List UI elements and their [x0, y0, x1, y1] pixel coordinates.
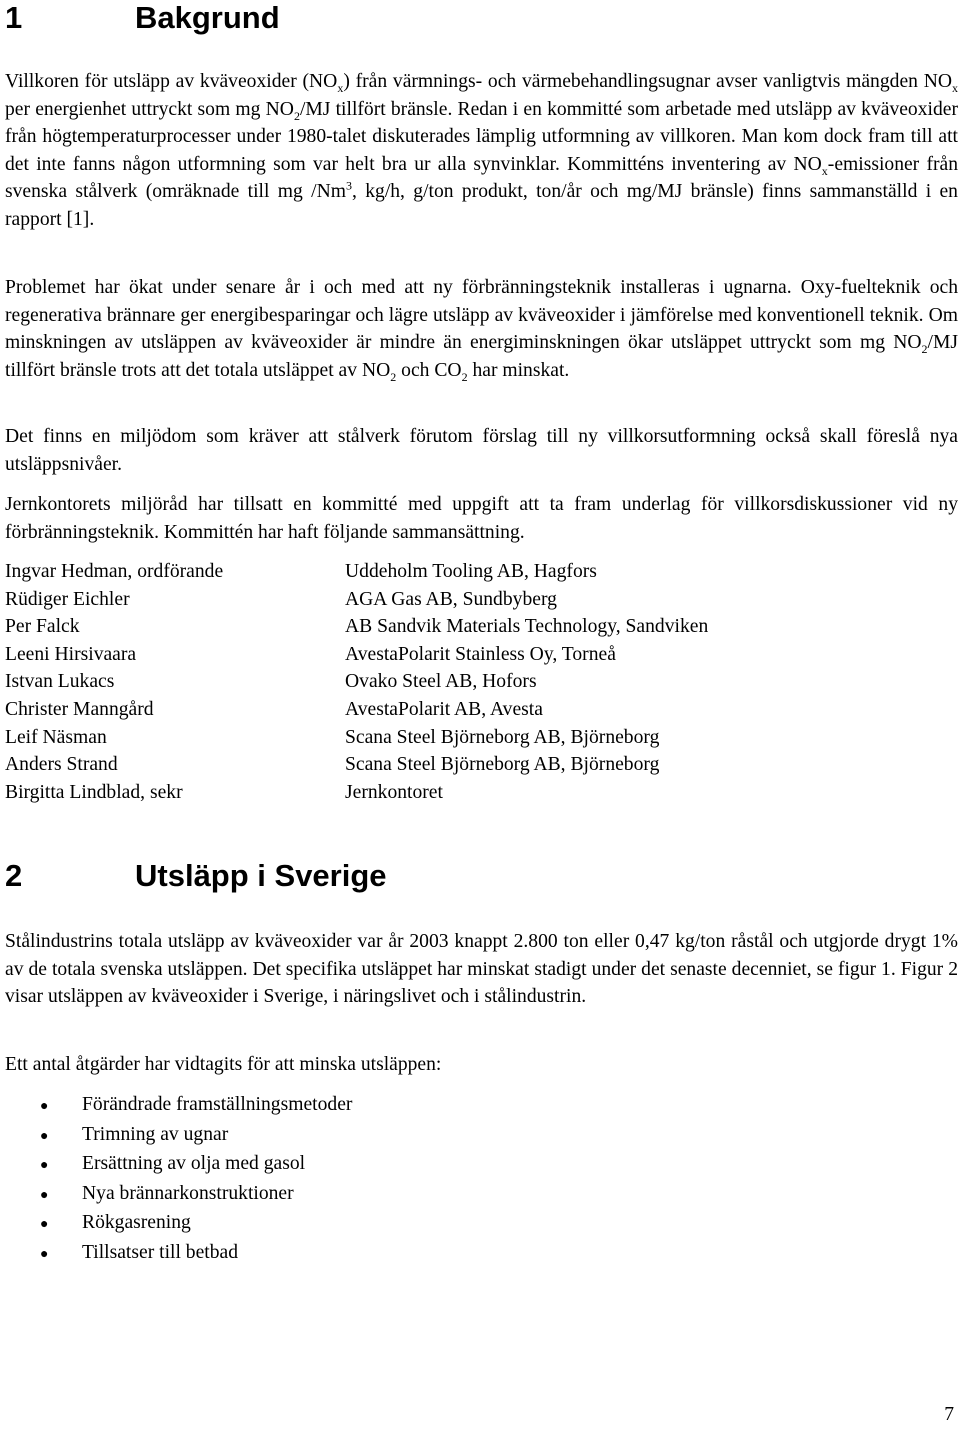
member-organization: Jernkontoret: [345, 781, 443, 803]
section-1-paragraph-3: Det finns en miljödom som kräver att stålverk förutom förslag till ny villkorsutformning också skall föreslå nya utsläppsnivåer.: [5, 426, 958, 475]
member-name: Christer Manngård: [5, 698, 154, 720]
list-item: ● Ersättning av olja med gasol: [40, 1150, 352, 1180]
member-name: Ingvar Hedman, ordförande: [5, 561, 224, 582]
member-name: Per Falck: [5, 616, 80, 638]
member-organization: Scana Steel Björneborg AB, Björneborg: [345, 726, 660, 748]
section-2-number: 2: [5, 858, 23, 893]
list-item: ● Förändrade framställningsmetoder: [40, 1091, 352, 1121]
section-2-paragraph-2: Ett antal åtgärder har vidtagits för att minska utsläppen:: [5, 1054, 442, 1075]
section-1-paragraph-4: Jernkontorets miljöråd har tillsatt en kommitté med uppgift att ta fram underlag för villkorsdiskussioner vid ny förbränningsteknik. Kommittén har haft följande sammansättning.: [5, 494, 958, 543]
member-name: Rüdiger Eichler: [5, 588, 130, 610]
page-number: 7: [944, 1404, 954, 1425]
bullet-icon: ●: [40, 1099, 49, 1114]
member-name: Anders Strand: [5, 754, 118, 776]
member-name: Leif Näsman: [5, 726, 107, 748]
bullet-icon: ●: [40, 1187, 49, 1203]
bullet-icon: ●: [40, 1217, 49, 1233]
member-name: Istvan Lukacs: [5, 671, 115, 693]
section-2-heading: [5, 858, 387, 894]
member-organization: Scana Steel Björneborg AB, Björneborg: [345, 754, 660, 776]
member-orgs-column: [345, 558, 708, 806]
member-names-column: [5, 558, 223, 806]
member-name: Leeni Hirsivaara: [5, 643, 137, 665]
bullet-icon: ●: [40, 1158, 49, 1174]
member-organization: AB Sandvik Materials Technology, Sandviken: [345, 616, 709, 638]
member-name: Birgitta Lindblad, sekr: [5, 781, 183, 803]
bullet-icon: ●: [40, 1246, 49, 1262]
section-1-paragraph-1: Villkoren för utsläpp av kväveoxider $(NO_x)$ från värmnings- och värmebehandlingsugnar avser vanligtvis mängden $NO_x$ per energienhet uttryckt som mg $NO_2/MJ$ tillfört bränsle. Redan i en kommitté som arbetade med utsläpp av kväveoxider från högtemperaturprocesser under 1980-talet diskuterades lämplig utformning av villkoren. Man kom dock fram till att det inte fanns någon utformning som var helt bra ur alla synvinklar. Kommitténs inventering av $NO_x$-emissioner från svenska stålverk (omräknade till mg /Nm$^3$, kg/h, g/ton produkt, ton/år och mg/MJ bränsle) finns sammanställd i en rapport [1].: [5, 71, 959, 230]
list-item: ● Tillsatser till betbad: [40, 1239, 352, 1269]
bullet-icon: ●: [40, 1128, 49, 1144]
member-organization: AGA Gas AB, Sundbyberg: [345, 588, 557, 610]
list-item: ● Rökgasrening: [40, 1209, 352, 1239]
member-organization: AvestaPolarit AB, Avesta: [345, 698, 543, 720]
list-item: ● Trimning av ugnar: [40, 1121, 352, 1151]
measures-list: [40, 1091, 352, 1269]
member-organization: AvestaPolarit Stainless Oy, Torneå: [345, 643, 616, 665]
member-organization: Ovako Steel AB, Hofors: [345, 671, 537, 693]
member-organization: Uddeholm Tooling AB, Hagfors: [345, 561, 597, 582]
section-1-number: 1: [5, 0, 23, 35]
section-1-paragraph-2: Problemet har ökat under senare år i och med att ny förbränningsteknik installeras i ugnarna. Oxy-fuelteknik och regenerativa brännare ger energibesparingar och lägre utsläpp av kväveoxider i jämförelse med konventionell teknik. Om minskningen av utsläppen av kväveoxider är mindre än energiminskningen ökar utsläppet uttryckt som mg $NO_2/MJ$ tillfört bränsle trots att det totala utsläppet av $NO_2$ och $CO_2$ har minskat.: [5, 277, 958, 384]
section-2-title: Utsläpp i Sverige: [135, 858, 387, 893]
section-2-paragraph-1: Stålindustrins totala utsläpp av kväveoxider var år 2003 knappt 2.800 ton eller 0,47 kg/ton råstål och utgjorde drygt 1% av de totala svenska utsläppen. Det specifika utsläppet har minskat stadigt under det senaste decenniet, se figur 1. Figur 2 visar utsläppen av kväveoxider i Sverige, i näringslivet och i stålindustrin.: [5, 931, 958, 1008]
list-item: ● Nya brännarkonstruktioner: [40, 1180, 352, 1210]
section-1-heading: [5, 0, 280, 36]
section-1-title: Bakgrund: [135, 0, 280, 35]
